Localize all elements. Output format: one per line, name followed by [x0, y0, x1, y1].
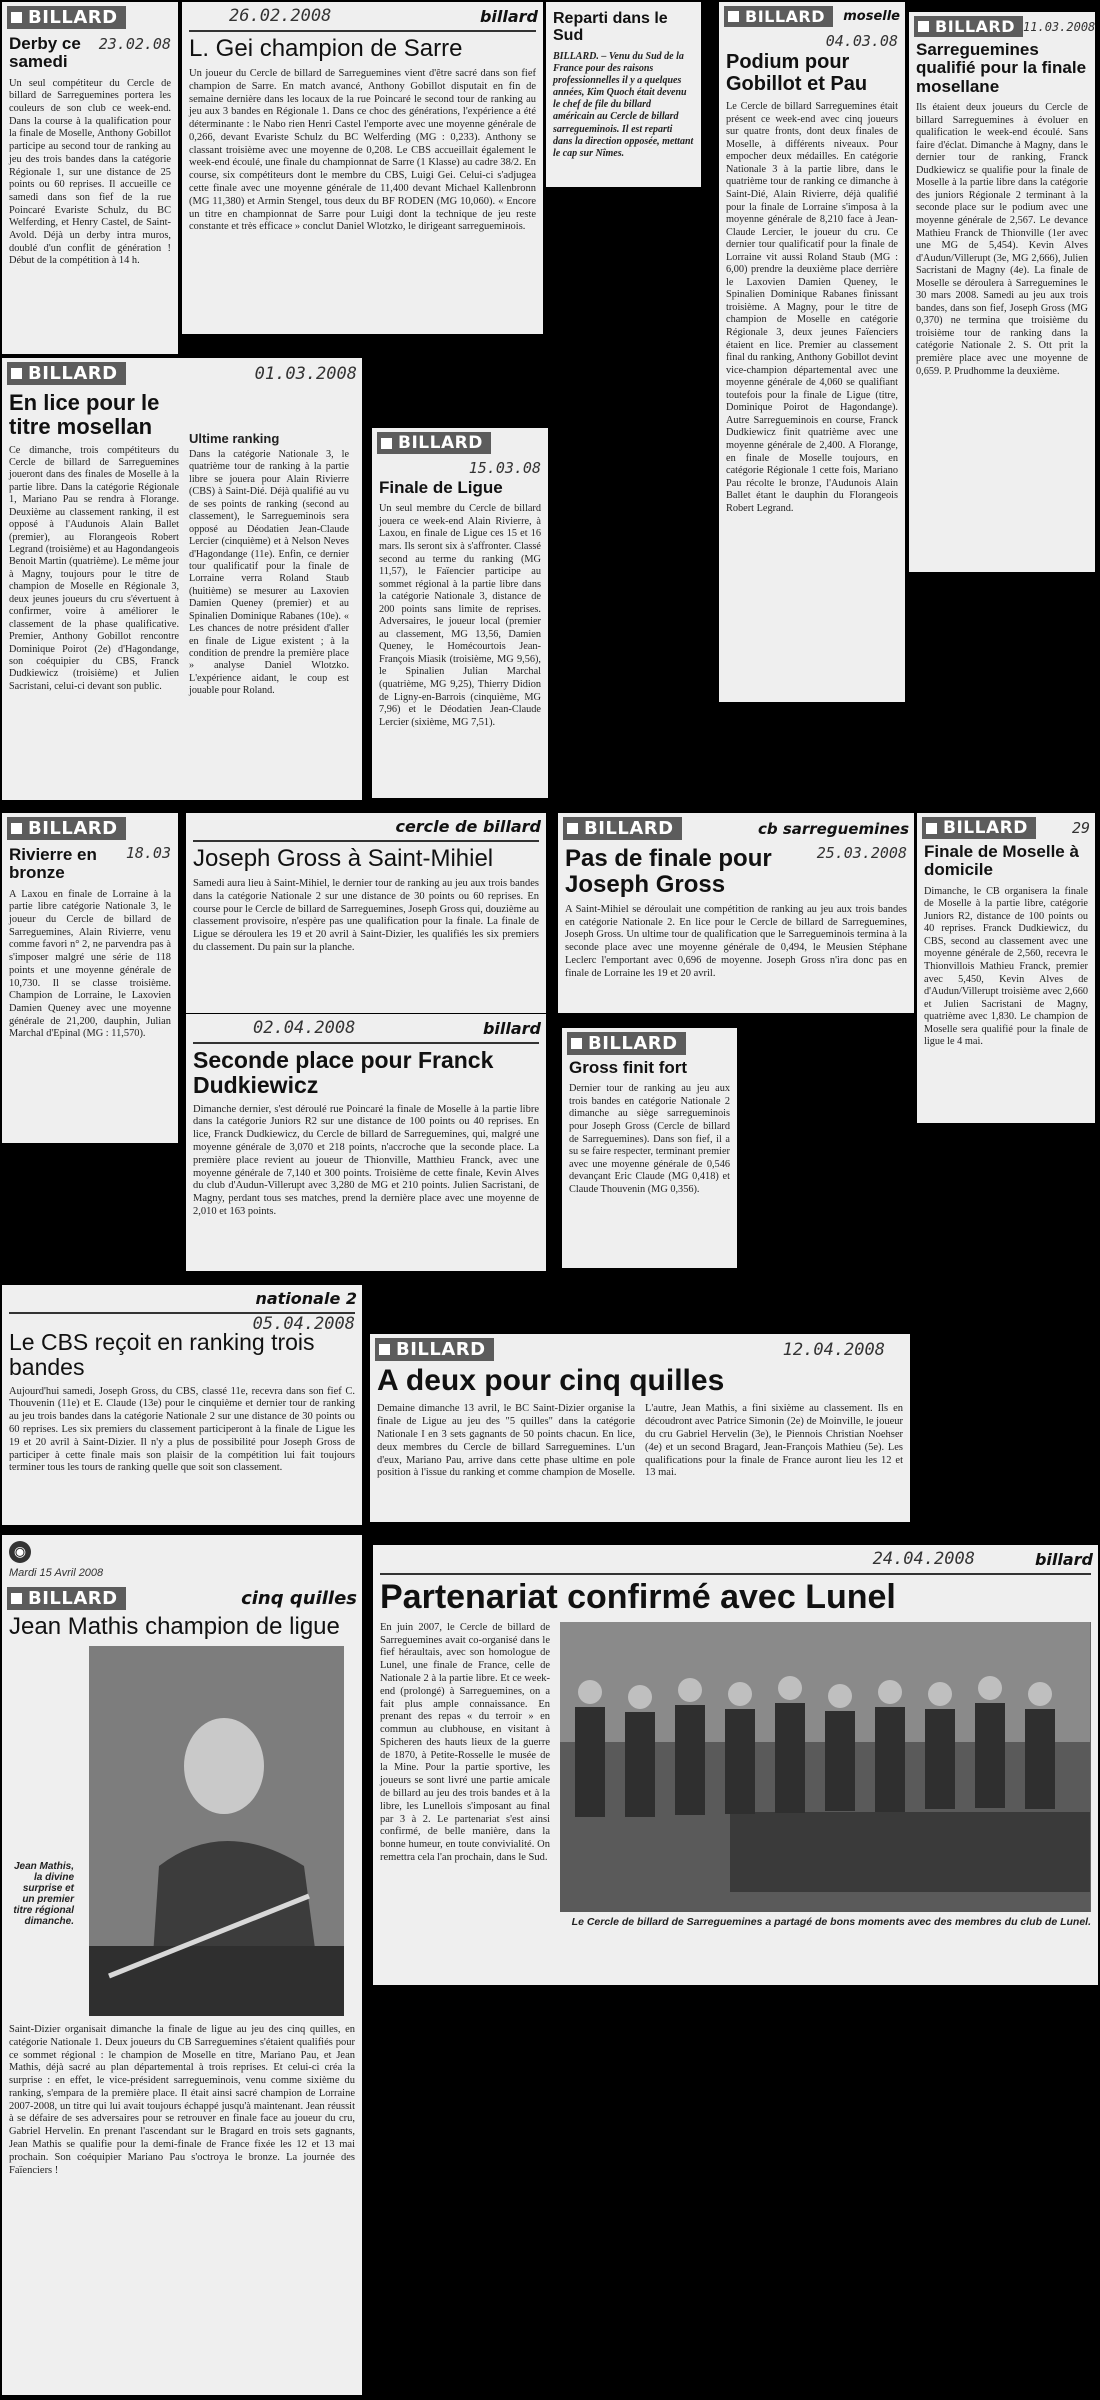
photo-caption: Le Cercle de billard de Sarreguemines a partagé de bons moments avec des membres du club de Lunel.: [571, 1915, 1091, 1928]
rubric-label: nationale 2: [255, 1289, 357, 1308]
article-reparti-sud: [546, 2, 701, 187]
section-tag: BILLARD: [377, 432, 491, 454]
section-tag: BILLARD: [7, 362, 126, 385]
headline: Partenariat confirmé avec Lunel: [380, 1578, 896, 1616]
section-tag: BILLARD: [567, 1032, 686, 1055]
section-tag: BILLARD: [922, 817, 1036, 839]
newspaper-logo-icon: ◉: [9, 1541, 31, 1563]
article-body: Un joueur du Cercle de billard de Sarreguemines vient d'être sacré dans son fief champion de Sarre. En match avancé, Anthony Gobillot disputait en fin de semaine dernière dans les locaux de la rue Poincaré le second tour de ranking au jeu aux 3 bandes en Régionale 1. Dans ce choc des générations, l'expérience a été déterminante : le Nabo rien Henri Castel l'emporte avec une moyenne générale de 0,266, devant Evariste Schulz du BC Welferding (MG : 0,233). Anthony se classant troisième avec une moyenne de 0,208. Le CBS accueillait également le week-end écoulé, une finale du championnat de Sarre (1 Klasse) au cadre 38/2. En course, six compétiteurs dont le membre du CBS, Luigi Gei. Celui-ci s'adjugea cette finale avec une moyenne générale de 11,400 devant Michael Kallenbronn (MG 11,380) et Armin Stengel, tous deux du BF RODEN (MG 10,060). « Encore un titre en championnat de Sarre pour Luigi dont la technique de jeu reste constante et très efficace » conclut Daniel Wlotzko, le dirigeant sarreguemінois.: [189, 67, 536, 233]
handwritten-date: 26.02.2008: [229, 6, 332, 26]
article-pas-de-finale-gross: [558, 813, 914, 1013]
rubric-label: billard: [1034, 1549, 1093, 1569]
handwritten-date: 12.04.2008: [782, 1339, 885, 1360]
article-body: Dernier tour de ranking au jeu aux trois bandes en catégorie Nationale 2 dimanche au siège sarregueminois pour Joseph Gross (Cercle de billard de Sarreguemines). Dans son fief, il a su se faire respecter, terminant premier avec une moyenne générale de 0,546 devançant Eric Claude (MG 0,418) et Claude Thouvenin (MG 0,356).: [569, 1083, 730, 1195]
article-body: A Saint-Mihiel se déroulait une compétition de ranking au jeu aux trois bandes en catégorie Nationale 2. En lice pour le Cercle de billard de Sarreguemines, Joseph Gross. Un ultime tour de qualification que le Sarregueminois termina à la seconde place avec une moyenne générale de 0,494, le Meusien Stéphane Leclerc l'emportant avec 0,696 de moyenne. Joseph Gross n'ira donc pas en finale de Lorraine les 19 et 20 avril.: [565, 903, 907, 979]
section-tag: BILLARD: [7, 6, 126, 29]
article-finale-ligue: [372, 428, 548, 798]
article-podium-gobillot-pau: [719, 2, 905, 702]
article-body: Dimanche dernier, s'est déroulé rue Poincaré la finale de Moselle à la partie libre dans la catégorie Juniors R2 sur une distance de 100 points ou 40 reprises. En lice, Franck Dudkiewicz, du Cercle de billard de Sarreguemines, qui, malgré une moyenne générale de 3,070 et 218 points, n'accroche que la seconde place. La première place revient au joueur de Thionville, Matthieu Franck, avec une moyenne générale de 7,140 et 300 points. Troisième de cette finale, Kevin Alves du club d'Audun-Villerupt avec 3,280 de MG et 210 points. Julien Sacristani, de Magny, perdant tous ses matches, prend la dernière place avec une moyenne de 2,010 et 163 points.: [193, 1103, 539, 1218]
section-tag: BILLARD: [7, 1587, 126, 1610]
headline: Gross finit fort: [569, 1058, 688, 1077]
article-body: Saint-Dizier organisait dimanche la finale de ligue au jeu des cinq quilles, en catégorie Nationale 1. Deux joueurs du CB Sarreguemines s'étaient qualifiés pour ce sommet régional : le champion de Moselle en titre, Mariano Pau, et Jean Mathis, déjà sacré au plan départemental à trois reprises. Et celui-ci créa la surprise : en effet, le vice-président sarregueminois, venu comme sixième du ranking, s'empara de la première place. Il était ainsi sacré champion de Lorraine 2007-2008, un titre qui lui avait toujours échappé jusqu'à maintenant. Jean réussit à se défaire de ses adversaires pour se retrouver en finale face au joueur du cru, Gabriel Hervelin. En prenant l'ascendant sur le Bragard en trois sets gagnants, Jean Mathis se qualifie pour la demi-finale de France fixée les 12 et 13 mai prochain. Son coéquipier Mariano Pau s'octroya le bronze. La journée des Faïenciers !: [9, 2023, 355, 2176]
article-body: Un seul compétiteur du Cercle de billard de Sarreguemines portera les couleurs de son club ce week-end. Dans la course à la qualification pour la finale de Moselle, Anthony Gobillot participe au second tour de ranking au jeu des trois bandes dans la catégorie Régionale 1, sur une distance de 25 points ou 60 reprises. Il accueille ce samedi dans son fief de la rue Poincaré Evariste Schulz, du BC Welferding, et Henry Castel, de Saint-Avold. Déjà un derby intra muros, doublé d'un conflit de génération ! Début de la compétition à 14 h.: [9, 77, 171, 267]
article-en-lice-titre-mosellan: [2, 358, 362, 800]
headline: A deux pour cinq quilles: [377, 1364, 725, 1397]
rubric-label: cinq quilles: [241, 1588, 357, 1609]
handwritten-date: 04.03.08: [825, 32, 898, 50]
handwritten-date: 15.03.08: [468, 459, 541, 477]
handwritten-date: 05.04.2008: [252, 1314, 355, 1334]
handwritten-date: 02.04.2008: [253, 1018, 356, 1038]
article-seconde-place-dudkiewicz: [186, 1014, 546, 1271]
rubric-label: billard: [479, 6, 538, 26]
rubric-label: cb sarreguemines: [757, 819, 909, 838]
article-cbs-recoit-ranking: [2, 1285, 362, 1525]
headline: Sarreguemines qualifié pour la finale mosellane: [916, 40, 1087, 96]
article-partenariat-lunel: [373, 1545, 1098, 1985]
article-qualifie-finale-mosellane: [909, 12, 1095, 572]
handwritten-date: 23.02.08: [98, 35, 171, 53]
headline: Rivierre en bronze: [9, 845, 97, 883]
player-silhouette-icon: [89, 1646, 344, 2016]
article-body: Demaine dimanche 13 avril, le BC Saint-Dizier organise la finale de Ligue au jeu des "5 quilles" dans la catégorie Nationale I en 3 sets gagnants de 50 points chacun. En lice, deux membres du Cercle de billard Sarreguemines. L'un d'eux, Mariano Pau, arrive dans cette phase ultime en pole position à l'issue du ranking et comme champion de Moselle. L'autre, Jean Mathis, a fini sixième au classement. Ils en découdront avec Patrice Simonin (2e) de Moinville, le joueur du cru Gabriel Hervelin (3e), le Piennois Christian Noehser (4e) et un second Bragard, Jean-François Mathieu (5e). Les qualifications pour la finale de France auront lieu les 12 et 13 mai.: [377, 1403, 903, 1479]
article-gross-saint-mihiel: [186, 813, 546, 1013]
photo-player: [89, 1646, 344, 2016]
article-body: En juin 2007, le Cercle de billard de Sarreguemines avait co-organisé dans le fief héraultais, avec son homologue de Lunel, une finale de France, celle de Nationale 2 à la partie libre. Et ce week-end (prolongé) à Sarreguemines, on a fait plus ample connaissance. En prenant des repas « du terroir » en commun au clubhouse, en visitant à Spicheren des hauts lieux de la guerre de 1870, à Petite-Rosselle le musée de la Mine. Pour la partie sportive, les joueurs se sont livré une partie amicale de billard au jeu des trois bandes et à la libre, les Lunellois s'imposant au final par 3 à 2. Le partenariat s'est ainsi confirmé, de belle manière, dans la bonne humeur, en toute convivialité. On remettra cela l'an prochain, dans le Sud.: [380, 1621, 550, 1864]
article-body: Dans la catégorie Nationale 3, le quatrième tour de ranking à la partie libre se jouera pour Alain Rivierre (CBS) à Saint-Dié. Déjà qualifié au vu de ses points de ranking (second au classement), le Sarregueminois sera opposé au Déodatien Jean-Claude Lercier (cinquième) et à Nelson Neves d'Hagondange (11e). Enfin, ce dernier tour qualificatif pour la finale de Lorraine verra Roland Staub (huitième) se mesurer au Laxovien Damien Queney (premier) et au Spinalien Dominique Rabanes (10e). « Les chances de notre président d'aller en finale de Ligue existent ; à la condition de prendre la première place » analyse Daniel Wlotzko. L'expérience aidant, le coup est jouable pour Roland.: [189, 449, 349, 697]
article-body: Le Cercle de billard Sarreguemines était présent ce week-end avec cinq joueurs sur quatre fronts, dont deux finales de Moselle, à différents niveaux. Pour empocher deux médailles. En catégorie Nationale 3 à la partie libre, dans le quatrième tour de ranking ce dimanche à Saint-Dié, Alain Rivierre, déjà qualifié pour la finale de Lorraine s'imposa à la moyenne générale de 8,210 face à Jean-Claude Lercier, le joueur du cru. Ce dernier tour qualificatif pour la finale de Lorraine vit aussi Roland Staub (MG : 6,00) prendre la deuxième place derrière le Laxovien Damien Queney, le Spinalien Dominique Rabanes finissant troisième. A Magny, pour le titre de champion de Moselle en catégorie Régionale 3, deux jeunes Faïenciers étaient en lice. Premier au classement final du ranking, Anthony Gobillot devint vice-champion départemental avec une moyenne générale de 4,060 se qualifiant toutefois pour la finale de Ligue (titre, Dominique Poirot de Hagondange). Autre Sarregueminois en course, Franck Dudkiewicz finit quatrième avec une moyenne générale de 2,400. A Florange, en finale de Moselle toujours, en catégorie Régionale 1 cette fois, Mariano Pau récolte le bronze, l'Audunois Alain Ballet étant le dauphin du Florangeois Robert Legrand.: [726, 101, 898, 514]
headline: Podium pour Gobillot et Pau: [726, 51, 868, 95]
headline: Jean Mathis champion de ligue: [9, 1613, 340, 1640]
article-rivierre-bronze: [2, 813, 178, 1143]
article-body: Un seul membre du Cercle de billard jouera ce week-end Alain Rivierre, à Laxou, en finale de Ligue ces 15 et 16 mars. Ils seront six à s'affronter. Classé second au terme du ranking (MG 11,57), le Faïencier participe au sommet régional à la partie libre dans la catégorie Nationale 3, distance de 200 points sans limite de reprises. Adversaires, le joueur local (premier au classement, MG 13,56, Damien Queney, le Homécourtois Jean-François Miasik (troisième, MG 9,56), le Spinalien Julian Marchal (quatrième, MG 9,25), Thierry Didion de Ligny-en-Barrois (cinquième, MG 7,96) et le Déodatien Jean-Claude Lercier (sixième, MG 7,51).: [379, 503, 541, 728]
article-body: A Laxou en finale de Lorraine à la partie libre catégorie Nationale 3, le joueur du Cercle de billard de Sarreguemines, Alain Rivierre, venu comme favori n° 2, ne parvendra pas à s'imposer malgré une série de 118 points et une moyenne générale de 10,730. Il se classe troisième. Champion de Lorraine, le Laxovien Damien Queney avec une moyenne générale de 21,200, dauphin, Julian Marchal d'Epinal (MG : 11,570).: [9, 888, 171, 1040]
headline: L. Gei champion de Sarre: [189, 35, 463, 62]
article-body: Aujourd'hui samedi, Joseph Gross, du CBS, classé 11e, recevra dans son fief C. Thouvenin (11e) et E. Claude (13e) pour le cinquième et dernier tour de ranking au jeu trois bandes dans la catégorie Nationale 2 sur une distance de 30 points ou 60 reprises. Les six premiers du classement participeront à la finale de Ligue les 19 et 20 avril à Saint-Dizier. Il n'y a plus de possibilité pour Joseph Gross de participer à cette finale mais son plaisir de la compétition lui fait toujours terminer tous les tours de ranking quelle que soit son classement.: [9, 1385, 355, 1474]
handwritten-date: 24.04.2008: [872, 1549, 975, 1569]
handwritten-date: 29: [1071, 819, 1090, 837]
photo-group: [560, 1622, 1091, 1912]
article-body: Samedi aura lieu à Saint-Mihiel, le dernier tour de ranking au jeu aux trois bandes dans la catégorie Nationale 2 sur une distance de 30 points ou 60 reprises. En course pour le Cercle de billard de Sarreguemines, Joseph Gross qui, douzième au classement provisoire, n'espère pas une qualification pour la finale. La finale de Ligue se déroulera les 19 et 20 avril à Saint-Dizier, les qualifiés les six premiers du classement. Du pain sur la planche.: [193, 877, 539, 953]
handwritten-date: 01.03.2008: [254, 363, 357, 384]
rubric-label: cercle de billard: [395, 817, 541, 836]
article-deux-cinq-quilles: [370, 1334, 910, 1522]
headline: Finale de Ligue: [379, 478, 503, 497]
headline: Finale de Moselle à domicile: [924, 842, 1079, 880]
section-tag: BILLARD: [914, 16, 1023, 37]
section-tag: BILLARD: [375, 1338, 494, 1361]
article-finale-moselle-domicile: [917, 813, 1095, 1123]
dateline: Mardi 15 Avril 2008: [9, 1567, 104, 1579]
photo-caption: Jean Mathis, la divine surprise et un premier titre régional dimanche.: [13, 1860, 74, 1927]
section-tag: BILLARD: [563, 817, 682, 840]
article-derby: [2, 2, 178, 354]
article-gei-champion: [182, 2, 543, 334]
rubric-label: moselle: [843, 9, 900, 24]
headline: Le CBS reçoit en ranking trois bandes: [9, 1329, 315, 1380]
section-tag: BILLARD: [724, 6, 833, 27]
group-photo-icon: [560, 1622, 1090, 1912]
handwritten-date: 25.03.2008: [816, 844, 907, 862]
article-body: Dimanche, le CB organisera la finale de Moselle à la partie libre, catégorie Juniors R2, distance de 100 points ou 40 reprises. Franck Dudkiewicz, du CBS, second au classement avec une moyenne générale de 2,560, recevra le Thionvillois Mathieu Franck, premier avec 5,450, Kevin Alves de d'Audun/Villerupt troisième avec 2,660 et Julien Sacristani de Magny, quatrième avec 1,830. Le champion de Moselle sera qualifié pour la finale de ligue le 4 mai.: [924, 885, 1088, 1048]
headline: Pas de finale pour Joseph Gross: [565, 845, 772, 898]
headline: Seconde place pour Franck Dudkiewicz: [193, 1047, 494, 1098]
handwritten-date: 18.03: [125, 844, 171, 862]
section-tag: BILLARD: [7, 817, 126, 840]
headline: En lice pour le titre mosellan: [9, 390, 160, 439]
article-body: BILLARD. – Venu du Sud de la France pour des raisons professionnelles il y a quelques années, Kim Quoch était devenu le chef de file du billard américain au Cercle de billard sarregueminois. Il est reparti dans la direction opposée, mettant le cap sur Nîmes.: [553, 50, 694, 160]
subheading: Ultime ranking: [189, 431, 280, 446]
article-body: Ils étaient deux joueurs du Cercle de billard Sarreguemines à évoluer en qualification le week-end écoulé. Sans faire d'éclat. Dimanche à Magny, dans le dernier tour de ranking, Franck Dudkiewicz se qualifie pour la finale de Moselle à la partie libre dans la catégorie des juniors Régionale 2 terminant à la seconde place sur le podium avec une moyenne générale de 2,567. Le devance Mathieu Franck de Thionville (1er avec une MG de 5,454). Kevin Alves d'Audun/Villerupt (3e, MG 2,666), Julien Sacristani de Magny (4e). La finale de Moselle se déroulera à Sarreguemines le 30 mars 2008. Samedi au jeu aux trois bandes, dans son fief, Joseph Gross (MG 0,370) ne termina que troisième du troisième tour de ranking dans la catégorie Nationale 2. S. Ott prit la première place avec une moyenne de 0,659. P. Prudhomme la deuxième.: [916, 102, 1088, 377]
article-gross-finit-fort: [562, 1028, 737, 1268]
headline: Derby ce samedi: [9, 34, 81, 72]
article-mathis-champion: [2, 1535, 362, 2395]
article-body: Ce dimanche, trois compétiteurs du Cercle de billard de Sarreguemines joueront dans des finales de Moselle à la partie libre. Dans la catégorie Régionale 1, Mariano Pau se rendra à Florange. Deuxième au classement ranking, il est opposé à l'Audunois Alain Ballet (premier), au Florangeois Robert Legrand (troisième) et au Hagondangeois Benoit Martin (quatrième). Le même jour à Magny, toujours pour le titre de champion de Moselle en Régionale 3, deux jeunes joueurs du cru s'évertuent à confirmer, voire à améliorer le classement de la phase qualificative. Premier, Anthony Gobillot rencontre Dominique Poirot (2e) d'Hagondange, son coéquipier du CBS, Franck Dudkiewicz (troisième) et Julien Sacristani, celui-ci devant son public.: [9, 444, 179, 692]
headline: Reparti dans le Sud: [553, 10, 668, 45]
rubric-label: billard: [482, 1018, 541, 1038]
headline: Joseph Gross à Saint-Mihiel: [193, 845, 494, 872]
handwritten-date: 11.03.2008: [1023, 19, 1095, 34]
